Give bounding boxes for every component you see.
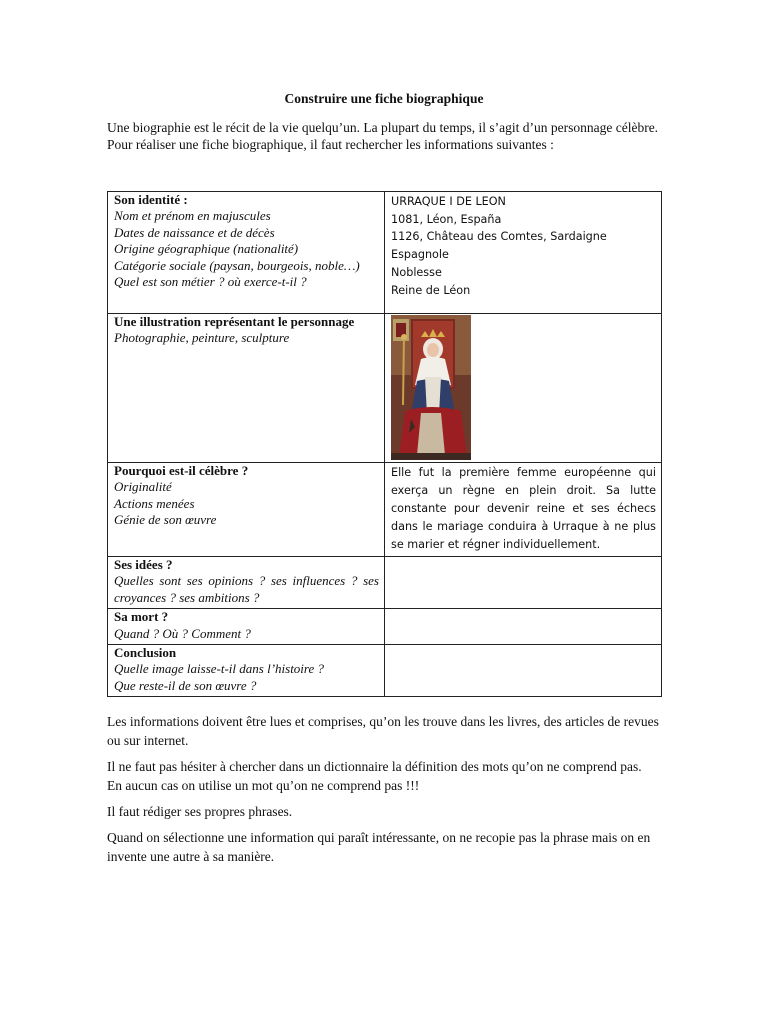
biography-table bbox=[107, 191, 662, 697]
identity-answer-social-class: Noblesse bbox=[391, 265, 442, 279]
identity-prompt: Dates de naissance et de décès bbox=[114, 224, 275, 240]
identity-prompt-cell bbox=[108, 192, 385, 314]
death-prompt-cell bbox=[108, 609, 385, 645]
fame-answer-cell bbox=[385, 463, 662, 557]
advice-paragraph: Quand on sélectionne une information qui paraît intéressante, on ne recopie pas la phrase mais on en invente une autre à sa manière. bbox=[107, 830, 651, 864]
identity-prompt: Quel est son métier ? où exerce-t-il ? bbox=[114, 274, 307, 290]
death-heading: Sa mort ? bbox=[114, 609, 169, 625]
fame-answer: Elle fut la première femme européenne qui exerça un règne en plein droit. Sa lutte constante pour devenir reine et ses échecs dans le mariage conduira à Urraque à ne plus se marier et régner individuellement. bbox=[391, 466, 656, 551]
identity-prompt: Origine géographique (nationalité) bbox=[114, 241, 299, 257]
row-ideas bbox=[108, 557, 662, 609]
death-answer-cell bbox=[385, 609, 662, 645]
identity-prompt: Nom et prénom en majuscules bbox=[114, 208, 271, 224]
advice-paragraph: Il faut rédiger ses propres phrases. bbox=[107, 804, 293, 819]
ideas-prompt: Quelles sont ses opinions ? ses influences ? ses croyances ? ses ambitions ? bbox=[114, 573, 379, 605]
ideas-prompt-cell bbox=[108, 557, 385, 609]
advice-paragraph bbox=[107, 757, 662, 795]
ideas-heading: Ses idées ? bbox=[114, 557, 173, 572]
fame-prompt-cell bbox=[108, 463, 385, 557]
fame-heading: Pourquoi est-il célèbre ? bbox=[114, 463, 249, 478]
identity-answer-nationality: Espagnole bbox=[391, 248, 449, 262]
ideas-answer-cell bbox=[385, 557, 662, 609]
row-identity bbox=[108, 192, 662, 314]
identity-heading: Son identité : bbox=[114, 192, 188, 207]
conclusion-answer-cell bbox=[385, 645, 662, 697]
row-illustration bbox=[108, 314, 662, 463]
fame-prompt: Originalité bbox=[114, 479, 172, 495]
conclusion-prompt: Que reste-il de son œuvre ? bbox=[114, 677, 257, 693]
fame-prompt: Génie de son œuvre bbox=[114, 512, 217, 528]
row-fame bbox=[108, 463, 662, 557]
identity-answer-occupation: Reine de Léon bbox=[391, 283, 471, 297]
fame-prompt: Actions menées bbox=[114, 495, 195, 511]
page-title: Construire une fiche biographique bbox=[284, 91, 484, 106]
illustration-cell bbox=[385, 314, 662, 463]
identity-answer-birth: 1081, Léon, España bbox=[391, 212, 502, 226]
identity-answer-name: URRAQUE I DE LEON bbox=[391, 195, 506, 208]
conclusion-prompt-cell bbox=[108, 645, 385, 697]
death-prompt: Quand ? Où ? Comment ? bbox=[114, 625, 251, 641]
illustration-heading: Une illustration représentant le personnage bbox=[114, 314, 355, 329]
advice-paragraph: Les informations doivent être lues et comprises, qu’on les trouve dans les livres, des articles de revues ou sur internet. bbox=[107, 714, 659, 748]
intro-text bbox=[107, 119, 661, 153]
advice-dictionary-line: Il ne faut pas hésiter à chercher dans un dictionnaire la définition des mots qu’on ne comprend pas. bbox=[107, 759, 642, 774]
row-death bbox=[108, 609, 662, 645]
illustration-prompt: Photographie, peinture, sculpture bbox=[114, 330, 290, 346]
intro-line-1: Une biographie est le récit de la vie quelqu’un. La plupart du temps, il s’agit d’un personnage célèbre. bbox=[107, 120, 659, 135]
identity-prompt: Catégorie sociale (paysan, bourgeois, noble…) bbox=[114, 257, 360, 273]
queen-portrait-image bbox=[391, 315, 471, 460]
illustration-prompt-cell bbox=[108, 314, 385, 463]
advice-section bbox=[107, 712, 662, 873]
intro-line-2: Pour réaliser une fiche biographique, il faut rechercher les informations suivantes : bbox=[107, 137, 554, 152]
conclusion-heading: Conclusion bbox=[114, 645, 177, 661]
row-conclusion bbox=[108, 645, 662, 697]
identity-answer-cell bbox=[385, 192, 662, 314]
identity-answer-death: 1126, Château des Comtes, Sardaigne bbox=[391, 230, 607, 244]
conclusion-prompt: Quelle image laisse-t-il dans l’histoire ? bbox=[114, 661, 325, 677]
advice-warning-line: En aucun cas on utilise un mot qu’on ne comprend pas !!! bbox=[107, 778, 420, 793]
